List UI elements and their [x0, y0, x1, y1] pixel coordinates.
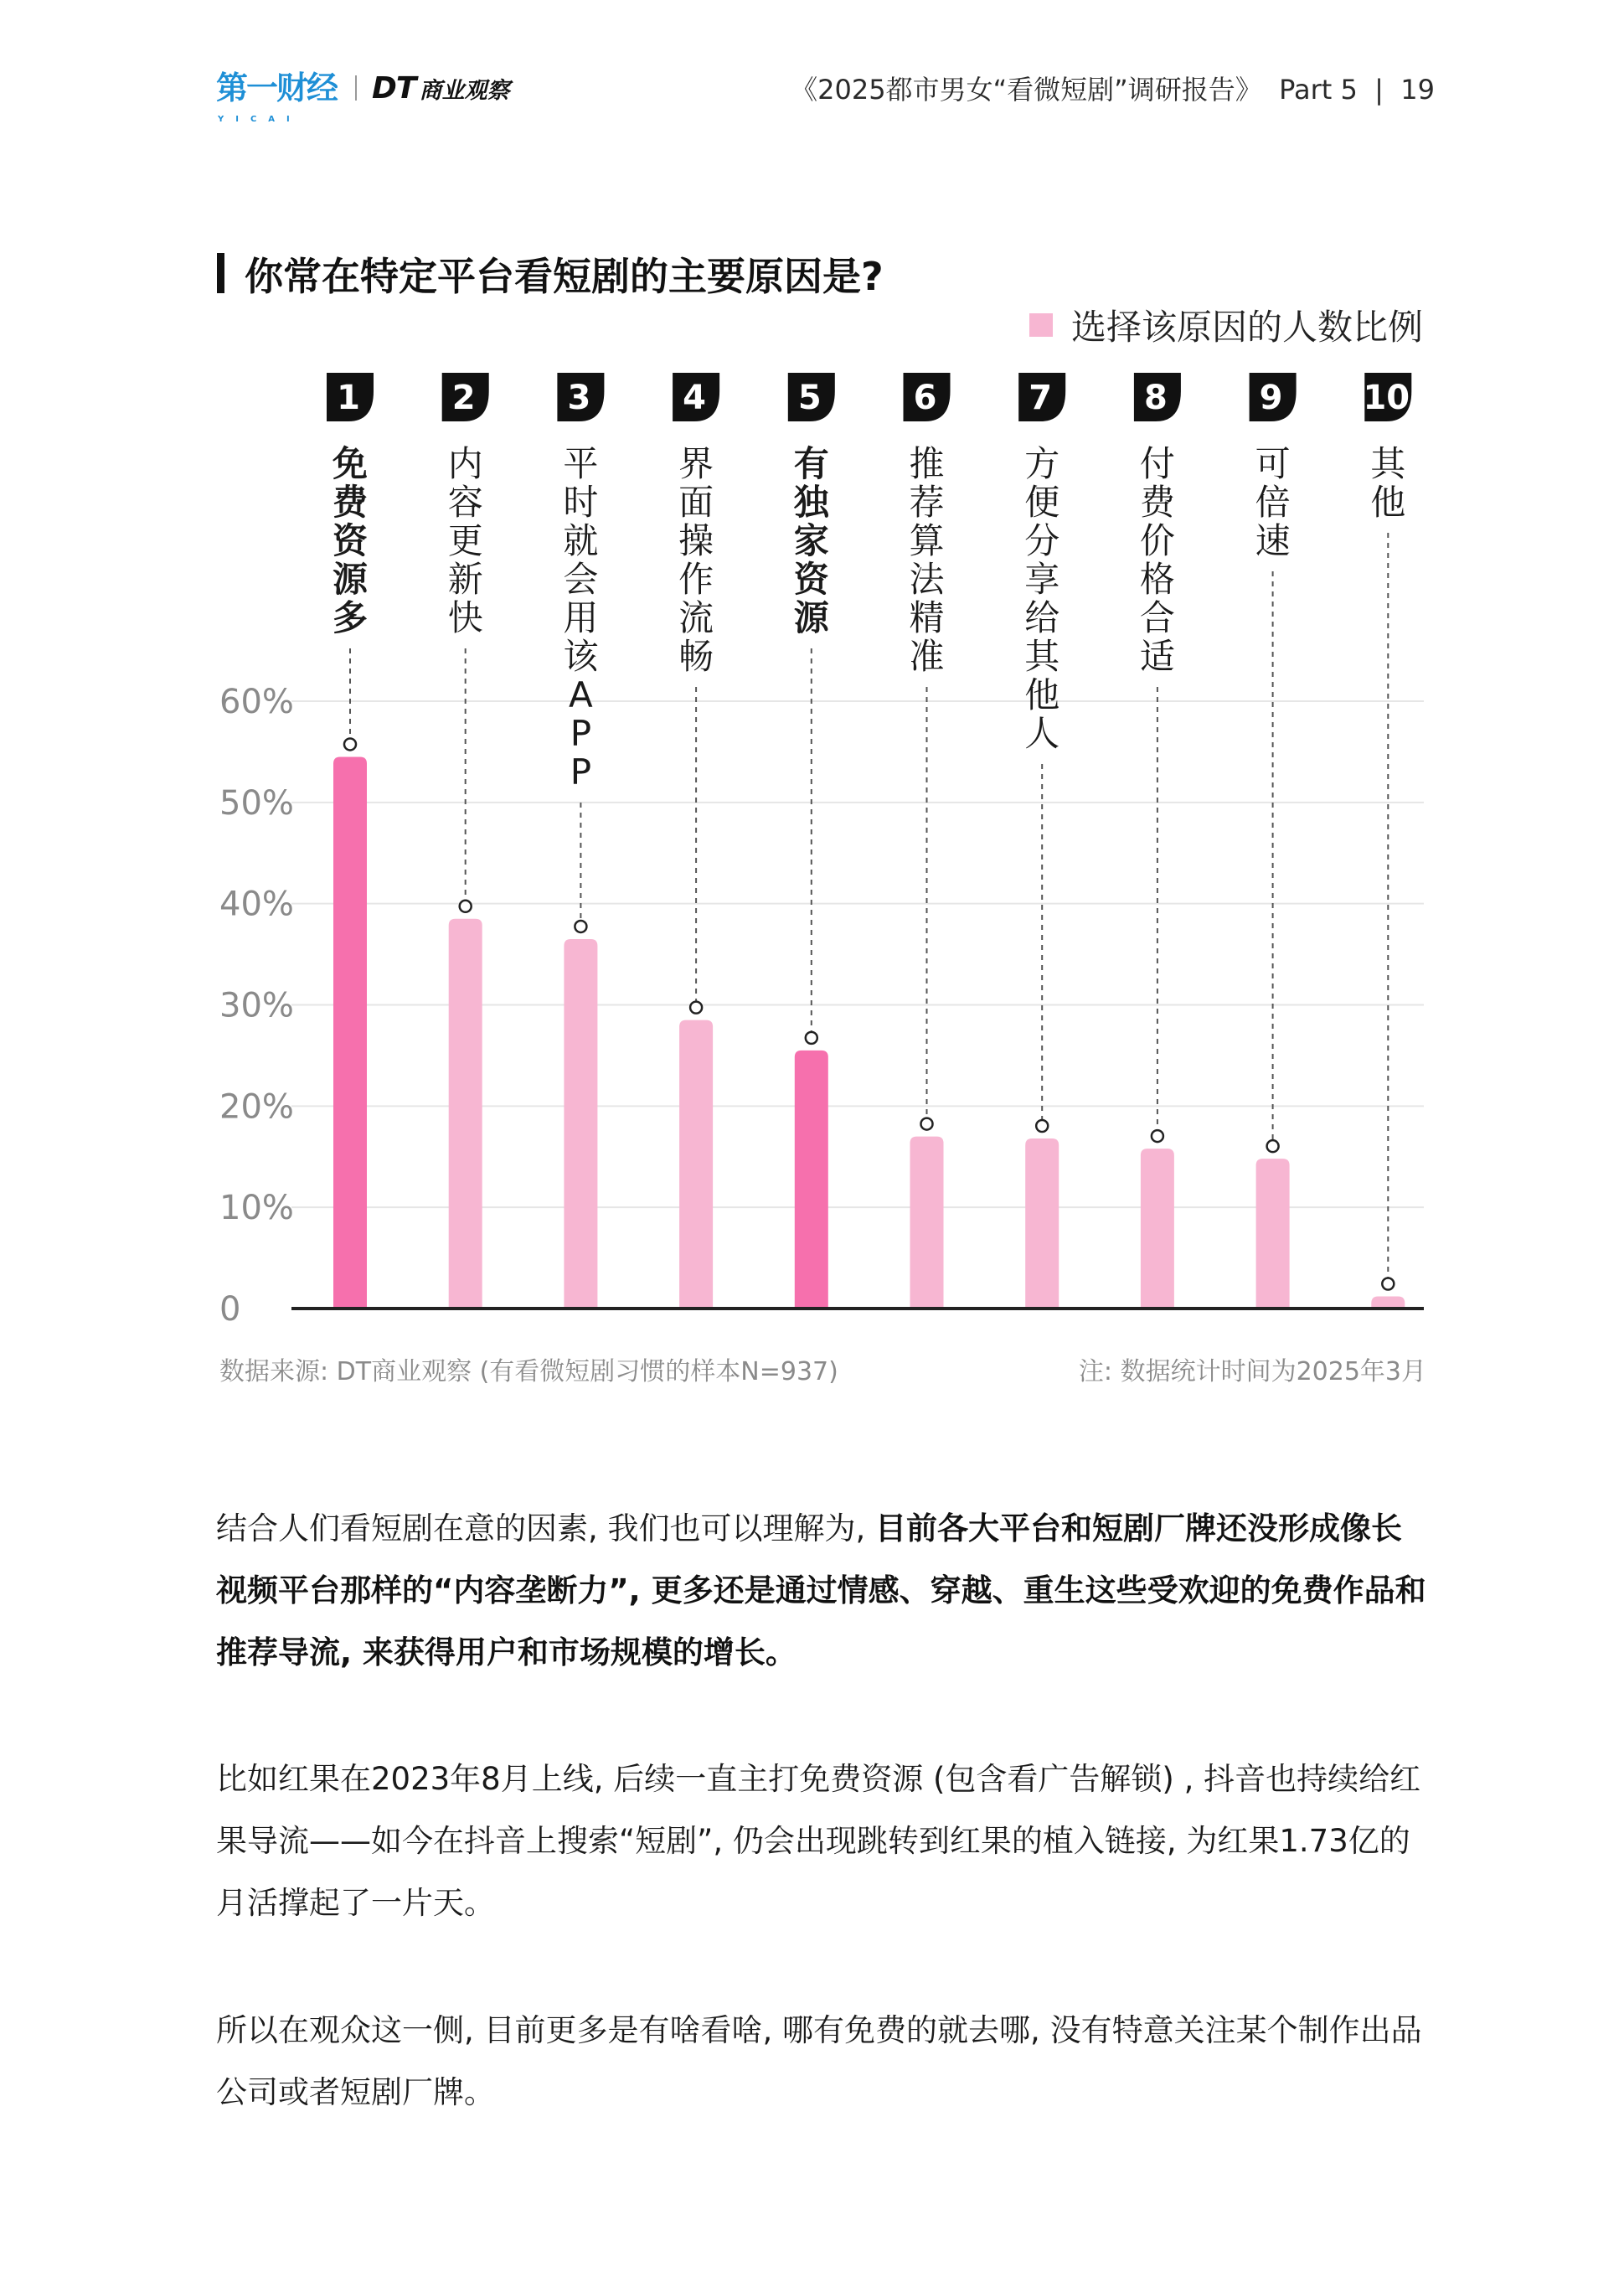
rank-number: 6	[913, 379, 937, 417]
paragraph-1: 结合人们看短剧在意的因素, 我们也可以理解为, 目前各大平台和短剧厂牌还没形成像长视频平台那样的“内容垄断力”, 更多还是通过情感、穿越、重生这些受欢迎的免费作品和推荐导流, 来获得用户和市场规模的增长。	[216, 1510, 1426, 1670]
category-label: 内容更新快	[447, 443, 483, 638]
yicai-logo: 第一财经 YICAI	[216, 70, 338, 124]
paragraph-3: 所以在观众这一侧, 目前更多是有啥看啥, 哪有免费的就去哪, 没有特意关注某个制作出品公司或者短剧厂牌。	[216, 2012, 1422, 2110]
value-marker	[1152, 1130, 1163, 1142]
category-label: 可倍速	[1255, 443, 1291, 561]
bar	[1256, 1159, 1290, 1309]
value-marker	[1382, 1278, 1394, 1290]
bar	[679, 1020, 713, 1309]
rank-number: 5	[797, 379, 822, 417]
rank-number: 9	[1259, 379, 1283, 417]
value-marker	[1036, 1120, 1048, 1132]
value-marker	[806, 1032, 817, 1044]
category-label: 平时就会用该 A P P	[563, 443, 599, 793]
bar	[449, 919, 482, 1309]
dt-logo-text: 商业观察	[419, 77, 510, 104]
rank-number: 3	[567, 379, 591, 417]
bar	[1141, 1149, 1174, 1309]
dt-logo: DT	[372, 70, 416, 106]
report-title: 《2025都市男女“看微短剧”调研报告》 Part 5 | 19	[791, 74, 1435, 106]
value-marker	[344, 738, 356, 750]
rank-number: 8	[1143, 379, 1168, 417]
category-label: 其他	[1370, 443, 1406, 523]
value-marker	[690, 1002, 702, 1014]
category-label: 界面操作流畅	[678, 443, 714, 677]
category-label: 推荐算法精准	[909, 443, 945, 677]
bar	[795, 1051, 828, 1309]
bar	[333, 756, 367, 1309]
y-tick-label: 30%	[219, 986, 294, 1025]
bar	[564, 939, 597, 1309]
y-tick-label: 20%	[219, 1087, 294, 1127]
bar	[1025, 1138, 1059, 1309]
y-tick-label: 0	[219, 1290, 241, 1329]
paragraph-1-bold: 目前各大平台和短剧厂牌还没形成像长视频平台那样的“内容垄断力”, 更多还是通过情感、穿越、重生这些受欢迎的免费作品和推荐导流, 来获得用户和市场规模的增长。	[216, 1510, 1426, 1670]
value-marker	[1267, 1140, 1279, 1152]
value-marker	[460, 901, 472, 912]
rank-number: 2	[451, 379, 476, 417]
category-label: 方便分享给其他人	[1024, 443, 1060, 754]
category-label: 付费价格合适	[1139, 443, 1175, 677]
y-tick-label: 60%	[219, 683, 294, 721]
value-marker	[575, 921, 586, 932]
rank-number: 7	[1029, 379, 1053, 417]
rank-number: 1	[337, 379, 360, 417]
y-tick-label: 10%	[219, 1189, 294, 1228]
bar	[910, 1137, 944, 1309]
y-tick-label: 40%	[219, 885, 294, 924]
legend-label: 选择该原因的人数比例	[1070, 307, 1423, 348]
bar	[1371, 1297, 1405, 1309]
y-tick-label: 50%	[219, 783, 294, 823]
chart-title: 你常在特定平台看短剧的主要原因是?	[245, 254, 884, 299]
rank-number: 4	[683, 379, 707, 417]
data-note: 注: 数据统计时间为2025年3月	[1078, 1357, 1426, 1386]
category-label: 有独家资源	[793, 443, 829, 638]
paragraph-2: 比如红果在2023年8月上线, 后续一直主打免费资源 (包含看广告解锁) , 抖音也持续给红果导流——如今在抖音上搜索“短剧”, 仍会出现跳转到红果的植入链接, 为红果1.73亿的月活撑起了一片天。	[216, 1761, 1421, 1921]
category-label: 免费资源多	[332, 443, 369, 638]
value-marker	[921, 1118, 933, 1130]
rank-number: 10	[1363, 379, 1410, 417]
data-source: 数据来源: DT商业观察 (有看微短剧习惯的样本N=937)	[219, 1357, 838, 1386]
